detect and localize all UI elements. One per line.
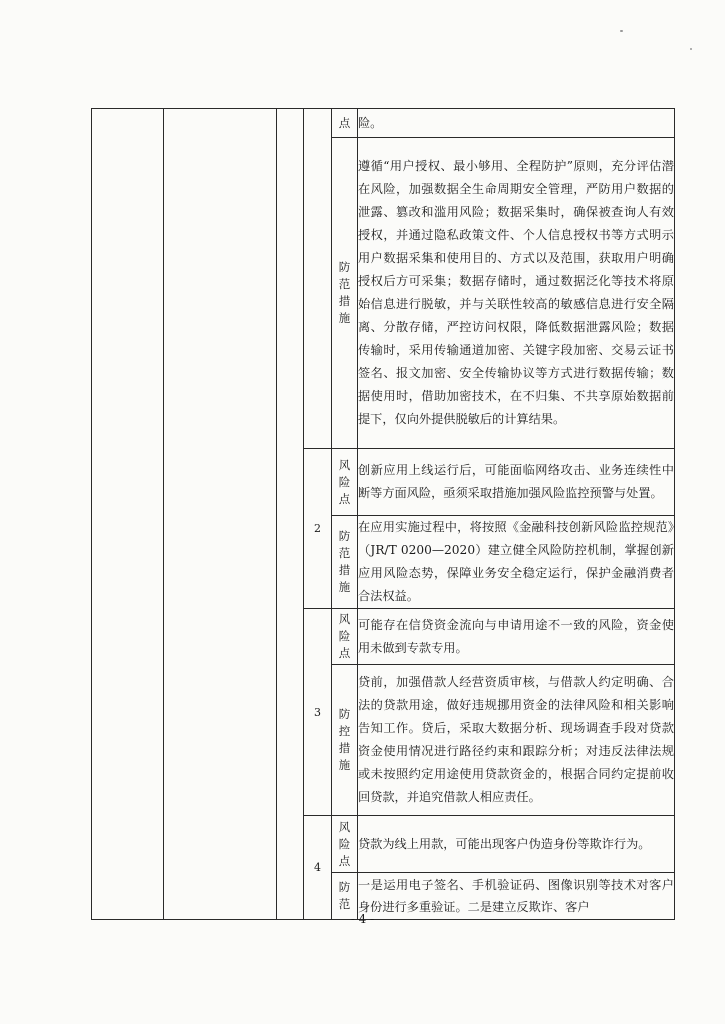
row-label: 风险点 [332, 609, 358, 665]
row-label: 风险点 [332, 449, 358, 516]
row-content: 遵循“用户授权、最小够用、全程防护”原则，充分评估潜在风险，加强数据全生命周期安全管理，严防用户数据的泄露、篡改和滥用风险；数据采集时，确保被查询人有效授权，并通过隐私政策文件、个人信息授权书等方式明示用户数据采集和使用目的、方式以及范围，获取用户明确授权后方可采集；数据存储时，通过数据泛化等技术将原始信息进行脱敏，并与关联性较高的敏感信息进行安全隔离、分散存储，严控访问权限，降低数据泄露风险；数据传输时，采用传输通道加密、关键字段加密、交易云证书签名、报文加密、安全传输协议等方式进行数据传输；数据使用时，借助加密技术，在不归集、不共享原始数据前提下，仅向外提供脱敏后的计算结果。 [358, 138, 675, 449]
table-row [92, 109, 675, 138]
row-label: 防范措施 [332, 516, 358, 609]
page-number: - 4 - [350, 912, 375, 926]
row-label: 点 [332, 109, 358, 138]
row-label: 防控措施 [332, 665, 358, 816]
measures-table [91, 108, 675, 920]
sequence-cell: 3 [304, 609, 332, 816]
row-content: 贷款为线上用款，可能出现客户伪造身份等欺诈行为。 [358, 816, 675, 873]
row-content: 贷前，加强借款人经营资质审核，与借款人约定明确、合法的贷款用途，做好违规挪用资金的法律风险和相关影响告知工作。贷后，采取大数据分析、现场调查手段对贷款资金使用情况进行路径约束和跟踪分析；对违反法律法规或未按照约定用途使用贷款资金的，根据合同约定提前收回贷款，并追究借款人相应责任。 [358, 665, 675, 816]
row-content: 可能存在信贷资金流向与申请用途不一致的风险，资金使用未做到专款专用。 [358, 609, 675, 665]
sequence-cell: 2 [304, 449, 332, 609]
blank-column-2 [164, 109, 277, 920]
scan-speck [690, 48, 692, 50]
row-content: 在应用实施过程中，将按照《金融科技创新风险监控规范》（JR/T 0200—2020）建立健全风险防控机制，掌握创新应用风险态势，保障业务安全稳定运行，保护金融消费者合法权益。 [358, 516, 675, 609]
blank-column-3 [277, 109, 304, 920]
row-content: 创新应用上线运行后，可能面临网络攻击、业务连续性中断等方面风险，亟须采取措施加强风险监控预警与处置。 [358, 449, 675, 516]
scan-speck [620, 30, 623, 32]
row-label: 防范措施 [332, 138, 358, 449]
row-content: 一是运用电子签名、手机验证码、图像识别等技术对客户身份进行多重验证。二是建立反欺诈、客户 [358, 873, 675, 920]
row-label: 风险点 [332, 816, 358, 873]
sequence-cell: 4 [304, 816, 332, 920]
row-label: 防范 [332, 873, 358, 920]
sequence-cell [304, 109, 332, 449]
row-content: 险。 [358, 109, 675, 138]
blank-column-1 [92, 109, 164, 920]
